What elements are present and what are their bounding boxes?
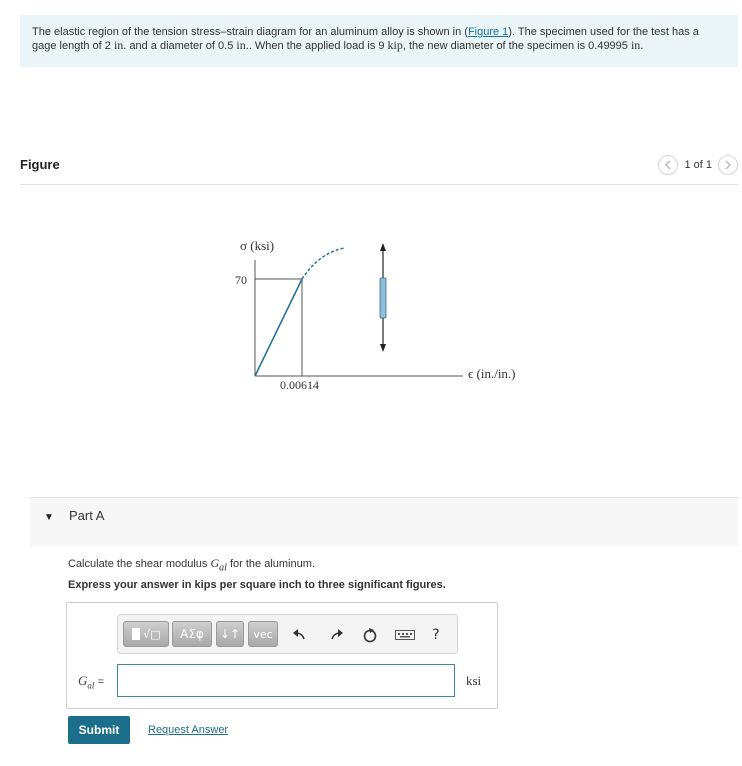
elastic-line bbox=[255, 279, 302, 376]
x-tick-label: 0.00614 bbox=[280, 378, 319, 392]
chevron-right-icon bbox=[724, 160, 732, 170]
subscript-button[interactable]: ↓↑ bbox=[216, 621, 244, 647]
question-suffix: for the aluminum. bbox=[226, 558, 315, 570]
y-axis-label: σ (ksi) bbox=[240, 238, 275, 253]
templates-button[interactable] bbox=[123, 621, 169, 647]
templates-label: √□ bbox=[143, 627, 161, 641]
answer-input[interactable] bbox=[117, 664, 455, 697]
var-symbol: G bbox=[210, 556, 220, 570]
undo-icon[interactable] bbox=[290, 625, 308, 645]
collapse-triangle-icon[interactable]: ▼ bbox=[44, 512, 54, 523]
help-icon[interactable]: ? bbox=[432, 627, 440, 643]
unit-in: in. bbox=[113, 38, 127, 52]
problem-text: ). The specimen used for the test has a gage length of 2 bbox=[32, 26, 699, 52]
var-symbol: G bbox=[78, 673, 88, 688]
var-subscript: al bbox=[87, 680, 95, 691]
math-toolbar bbox=[117, 614, 458, 654]
chevron-left-icon bbox=[664, 160, 672, 170]
x-axis-label: ϵ (in./in.) bbox=[468, 366, 516, 381]
question-prefix: Calculate the shear modulus bbox=[68, 558, 211, 570]
unit-in: in. bbox=[236, 38, 249, 52]
request-answer-link[interactable]: Request Answer bbox=[148, 724, 229, 736]
reset-icon[interactable] bbox=[361, 625, 379, 645]
question-text bbox=[68, 556, 315, 573]
question-var bbox=[210, 556, 227, 574]
redo-icon[interactable] bbox=[328, 625, 346, 645]
part-a-header[interactable] bbox=[30, 497, 738, 546]
stress-strain-diagram bbox=[220, 230, 530, 400]
figure-title: Figure bbox=[20, 157, 60, 172]
vector-button[interactable]: vec bbox=[248, 621, 278, 647]
answer-unit: ksi bbox=[466, 673, 482, 688]
problem-statement bbox=[20, 15, 738, 67]
answer-variable-label bbox=[78, 673, 104, 691]
unit-in: in. bbox=[630, 38, 644, 52]
problem-text: The elastic region of the tension stress–strain diagram for an aluminum alloy is shown in ( bbox=[32, 26, 468, 38]
instruction-text: Express your answer in kips per square inch to three significant figures. bbox=[68, 579, 446, 591]
next-figure-button[interactable] bbox=[718, 155, 738, 175]
figure-divider bbox=[20, 184, 738, 185]
y-tick-label: 70 bbox=[235, 273, 247, 287]
keyboard-icon[interactable] bbox=[394, 625, 416, 645]
part-label: Part A bbox=[69, 508, 105, 523]
fraction-template-icon bbox=[131, 627, 141, 641]
pager-text: 1 of 1 bbox=[684, 159, 712, 171]
specimen-icon bbox=[380, 243, 386, 352]
greek-button[interactable]: ΑΣφ bbox=[172, 621, 212, 647]
plastic-curve bbox=[302, 248, 345, 279]
problem-text: and a diameter of 0.5 bbox=[126, 40, 237, 52]
figure-pager bbox=[658, 155, 738, 175]
equals-sign: = bbox=[97, 676, 105, 688]
var-subscript: al bbox=[219, 562, 227, 574]
problem-text: . When the applied load is 9 bbox=[248, 40, 388, 52]
figure-link[interactable]: Figure 1 bbox=[467, 26, 509, 38]
submit-button[interactable]: Submit bbox=[68, 716, 130, 744]
problem-text: , the new diameter of the specimen is 0.49995 bbox=[402, 40, 631, 52]
unit-kip: kip bbox=[387, 38, 403, 52]
prev-figure-button[interactable] bbox=[658, 155, 678, 175]
